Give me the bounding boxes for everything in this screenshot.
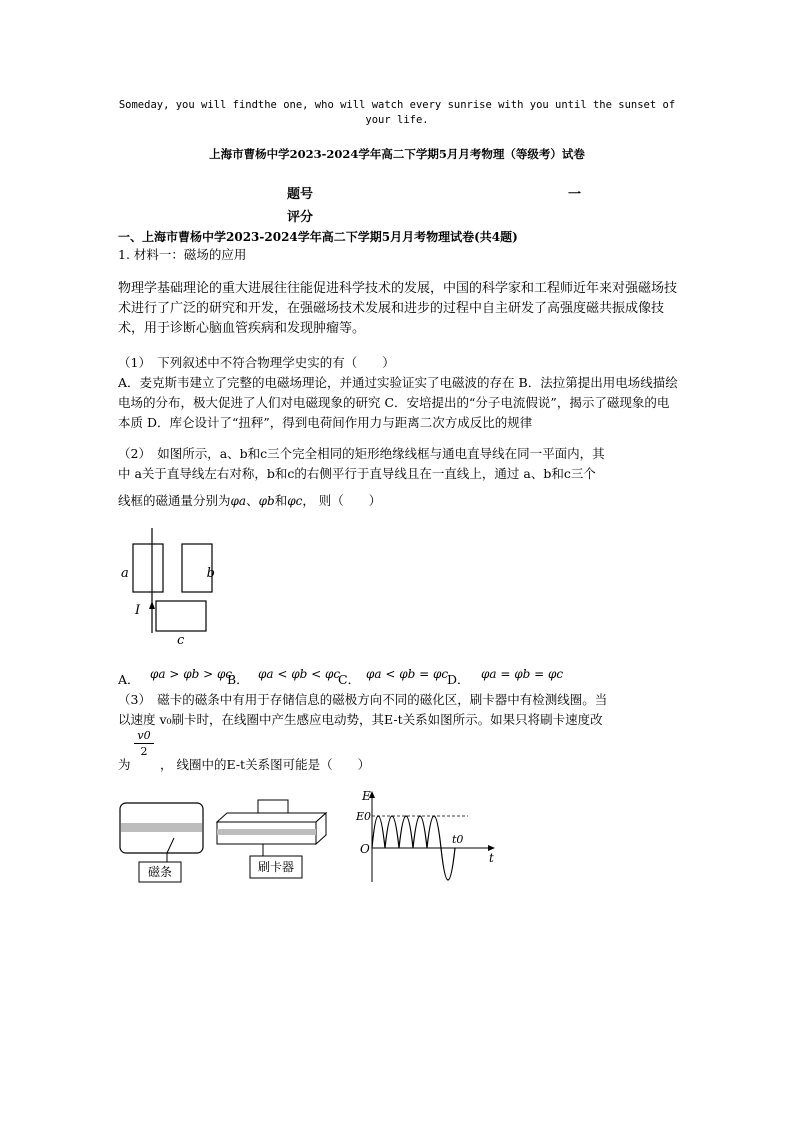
origin-label: O: [360, 842, 370, 856]
reader-label: 刷卡器: [257, 860, 295, 874]
option-b-letter: B．: [227, 672, 249, 687]
e-t-graph: [352, 786, 500, 886]
label-b: b: [206, 566, 215, 581]
sub2-separator-1: 、: [246, 493, 259, 508]
fraction-bar: [134, 743, 154, 744]
score-table-row2-label: 评分: [287, 210, 314, 225]
speed-fraction: [134, 729, 154, 758]
sub1-stem: （1） 下列叙述中不符合物理学史实的有（ ）: [118, 355, 395, 370]
reader-top-face: [217, 813, 326, 822]
wire-loops-figure: [115, 528, 215, 646]
sub3-stem-line2: 以速度 v₀刷卡时，在线圈中产生感应电动势，其E-t关系如图所示。如果只将刷卡速度改: [118, 712, 603, 727]
option-a-letter: A．: [118, 672, 140, 687]
magnetic-stripe: [121, 823, 202, 832]
fraction-denominator: 2: [140, 745, 148, 758]
loop-c: [156, 601, 206, 631]
option-c-letter: C．: [338, 672, 361, 687]
sub2-separator-2: 和: [274, 493, 288, 508]
score-table-row1-label: 题号: [287, 187, 314, 202]
card-label: 磁条: [147, 865, 173, 879]
score-table-row1-value: 一: [568, 187, 582, 202]
reader-slot: [217, 829, 316, 835]
sub3-stem-line1: （3） 磁卡的磁条中有用于存储信息的磁极方向不同的磁化区，刷卡器中有检测线圈。当: [118, 692, 608, 707]
sub2-stem-line3-post: ， 则（ ）: [302, 493, 382, 508]
e0-label: E0: [356, 810, 372, 823]
loop-a: [133, 544, 163, 592]
magnetic-card-figure: [115, 798, 215, 884]
t0-label: t0: [452, 833, 464, 846]
reader-head: [258, 800, 288, 813]
question1-material: 物理学基础理论的重大进展往往能促进科学技术的发展，中国的科学家和工程师近年来对强磁场技术进行了广泛的研究和开发，在强磁场技术发展和进步的过程中自主研发了高强度磁共振成像技术，用于诊断心脑血管疾病和发现肿瘤等。: [118, 281, 678, 336]
section-heading: 一、上海市曹杨中学2023-2024学年高二下学期5月月考物理试卷(共4题): [118, 230, 518, 244]
option-d-letter: D．: [447, 672, 470, 687]
sub2-stem-line3: [118, 491, 678, 511]
label-c: c: [177, 633, 185, 646]
phi-c-symbol: φc: [287, 494, 303, 508]
current-arrow-icon: [149, 601, 155, 609]
label-I: I: [135, 603, 141, 618]
e-axis-label: E: [362, 789, 371, 803]
label-a: a: [121, 566, 129, 581]
fraction-numerator: v0: [137, 729, 151, 742]
sub2-stem-line3-pre: 线框的磁通量分别为: [118, 493, 231, 508]
option-b-expression: φa < φb < φc: [258, 667, 341, 681]
phi-a-symbol: φa: [230, 494, 247, 508]
question1-label: 1. 材料一：磁场的应用: [118, 247, 247, 262]
sub1-options: A．麦克斯韦建立了完整的电磁场理论，并通过实验证实了电磁波的存在 B．法拉第提出用电场线描绘电场的分布，极大促进了人们对电磁现象的研究 C．安培提出的“分子电流假说”，揭示了磁现象的电本质 D．库仑设计了“扭秤”，得到电荷间作用力与距离二次方成反比的规律: [118, 375, 678, 430]
option-d-expression: φa = φb = φc: [481, 667, 564, 681]
motto-text: Someday, you will findthe one, who will watch every sunrise with you until the sunset of your life.: [118, 99, 676, 126]
t-axis-label: t: [489, 851, 494, 865]
sub2-stem-line2: 中 a关于直导线左右对称，b和c的右侧平行于直导线且在一直线上，通过 a、b和c三个: [118, 466, 596, 481]
sub3-stem-line3-pre: 为: [118, 757, 131, 772]
sub3-stem-line3-post: ， 线圈中的E-t关系图可能是（ ）: [160, 757, 371, 772]
card-reader-figure: [212, 796, 337, 886]
option-a-expression: φa > φb > φc: [150, 667, 233, 681]
exam-title: 上海市曹杨中学2023-2024学年高二下学期5月月考物理（等级考）试卷: [209, 147, 585, 161]
sub2-stem-line1: （2） 如图所示，a、b和c三个完全相同的矩形绝缘线框与通电直导线在同一平面内，其: [118, 446, 605, 461]
phi-b-symbol: φb: [258, 494, 275, 508]
option-c-expression: φa < φb = φc: [366, 667, 449, 681]
